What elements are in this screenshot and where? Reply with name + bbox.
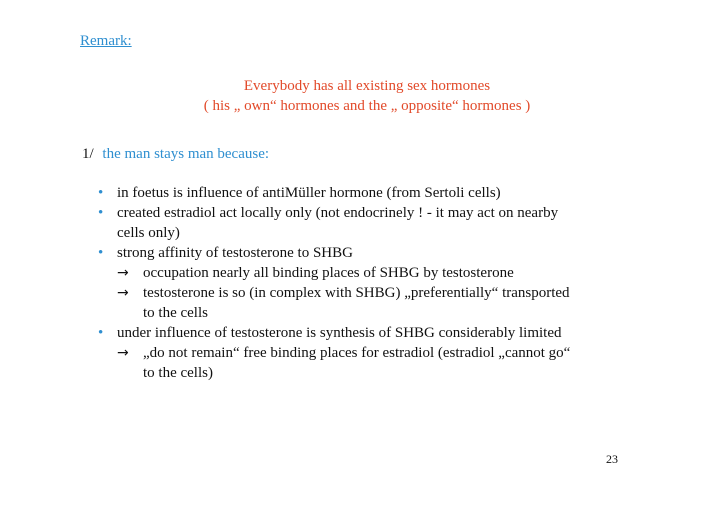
sub-item-text: to the cells) xyxy=(143,365,213,381)
sub-item-text: „do not remain“ free binding places for estradiol (estradiol „cannot go“ xyxy=(143,345,571,361)
point-heading xyxy=(82,146,269,163)
list-item-text: cells only) xyxy=(117,225,180,241)
list-item xyxy=(98,183,658,203)
bullet-icon: • xyxy=(98,185,104,201)
bullet-icon: • xyxy=(98,245,104,261)
arrow-right-icon: → xyxy=(117,265,129,281)
intro-line-2: ( his „ own“ hormones and the „ opposite“ hormones ) xyxy=(203,98,531,114)
list-item-text: in foetus is influence of antiMüller hormone (from Sertoli cells) xyxy=(117,185,501,201)
list-item-continuation xyxy=(98,223,658,243)
list-item xyxy=(98,203,658,223)
page-number: 23 xyxy=(606,452,618,466)
arrow-right-icon: → xyxy=(117,285,129,301)
list-item-text: strong affinity of testosterone to SHBG xyxy=(117,245,353,261)
bullet-icon: • xyxy=(98,325,104,341)
arrow-right-icon: → xyxy=(117,345,129,361)
bullet-icon: • xyxy=(98,205,104,221)
list-item-text: under influence of testosterone is synthesis of SHBG considerably limited xyxy=(117,325,562,341)
point-number: 1/ xyxy=(82,146,94,162)
sub-item xyxy=(98,283,658,303)
sub-item-text: testosterone is so (in complex with SHBG) „preferentially“ transported xyxy=(143,285,570,301)
reasons-list xyxy=(98,183,658,383)
list-item xyxy=(98,243,658,263)
sub-item xyxy=(98,343,658,363)
point-title: the man stays man because: xyxy=(102,146,270,162)
list-item-text: created estradiol act locally only (not endocrinely ! - it may act on nearby xyxy=(117,205,559,221)
list-item xyxy=(98,323,658,343)
sub-item-text: to the cells xyxy=(143,305,208,321)
sub-item-continuation xyxy=(98,363,658,383)
remark-heading: Remark: xyxy=(80,33,132,49)
sub-item xyxy=(98,263,658,283)
sub-item-continuation xyxy=(98,303,658,323)
sub-item-text: occupation nearly all binding places of SHBG by testosterone xyxy=(143,265,514,281)
intro-line-1: Everybody has all existing sex hormones xyxy=(243,78,491,94)
